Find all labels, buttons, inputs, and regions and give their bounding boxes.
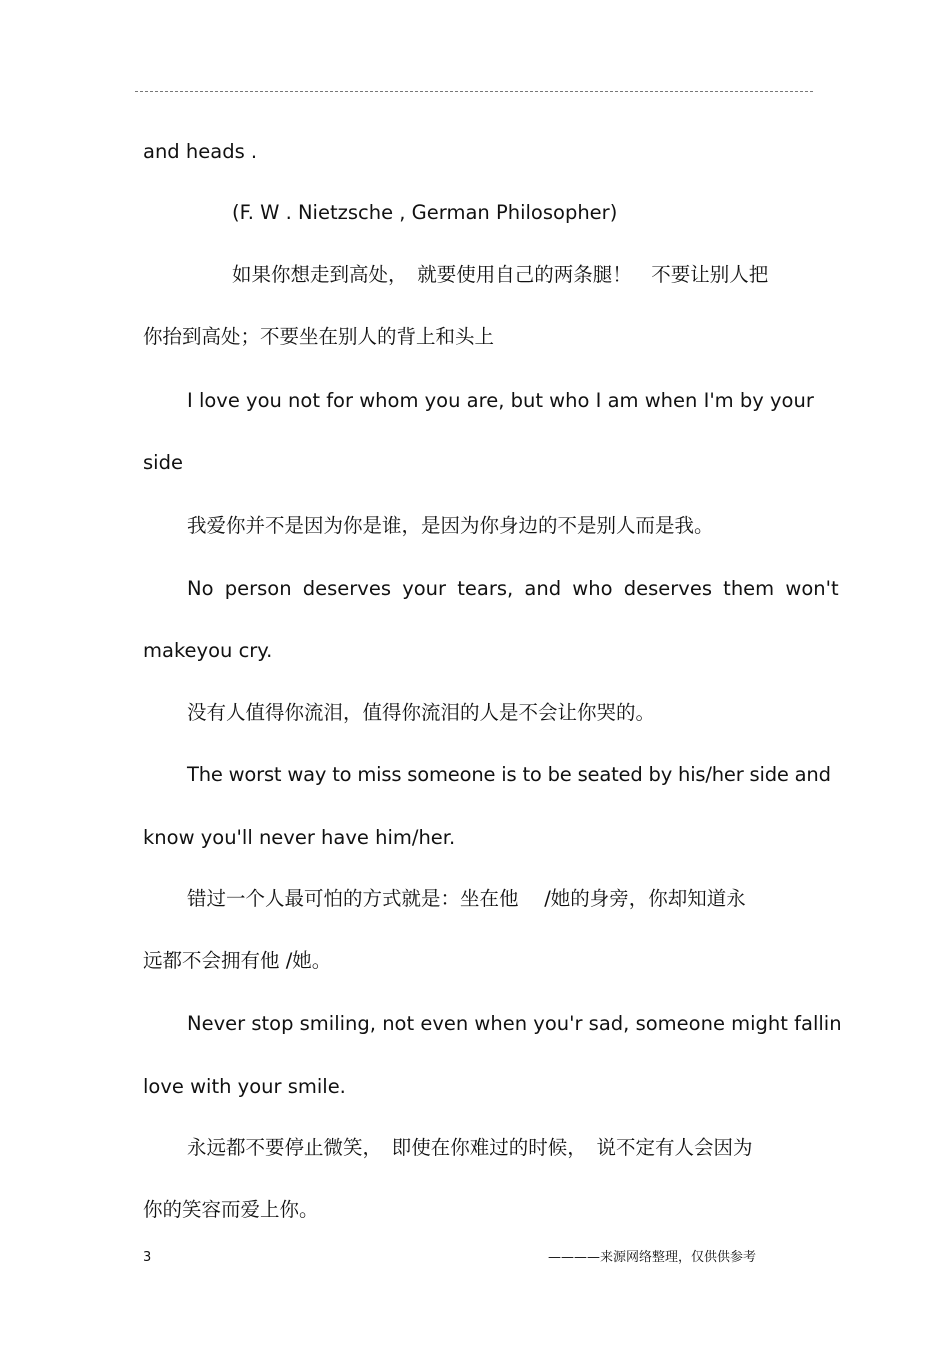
- text-line: 没有人值得你流泪，值得你流泪的人是不会让你哭的。: [187, 701, 656, 724]
- footer-note: ————来源网络整理，仅供供参考: [548, 1250, 757, 1265]
- text-line: 你抬到高处；不要坐在别人的背上和头上: [143, 325, 495, 348]
- text-line: I love you not for whom you are, but who I am when I'm by your: [187, 389, 814, 412]
- text-line: 我爱你并不是因为你是谁，是因为你身边的不是别人而是我。: [187, 514, 714, 537]
- text-line: Never stop smiling, not even when you'r sad, someone might fallin: [187, 1012, 842, 1035]
- header-divider: [135, 91, 813, 92]
- text-line: and heads .: [143, 140, 258, 163]
- text-line: makeyou cry.: [143, 639, 273, 662]
- text-line: 错过一个人最可怕的方式就是：坐在他 /她的身旁，你却知道永: [187, 887, 746, 910]
- text-line: 你的笑容而爱上你。: [143, 1198, 319, 1221]
- text-line: love with your smile.: [143, 1075, 346, 1098]
- text-line: The worst way to miss someone is to be seated by his/her side and: [187, 763, 831, 786]
- text-line: No person deserves your tears, and who deserves them won't: [187, 577, 839, 600]
- text-line: 远都不会拥有他 /她。: [143, 949, 332, 972]
- page-number: 3: [143, 1250, 152, 1265]
- text-line: 如果你想走到高处， 就要使用自己的两条腿！ 不要让别人把: [232, 263, 769, 286]
- text-line: know you'll never have him/her.: [143, 826, 456, 849]
- attribution-line: (F. W . Nietzsche , German Philosopher): [232, 201, 618, 224]
- text-line: 永远都不要停止微笑， 即使在你难过的时候， 说不定有人会因为: [187, 1136, 753, 1159]
- text-line: side: [143, 451, 183, 474]
